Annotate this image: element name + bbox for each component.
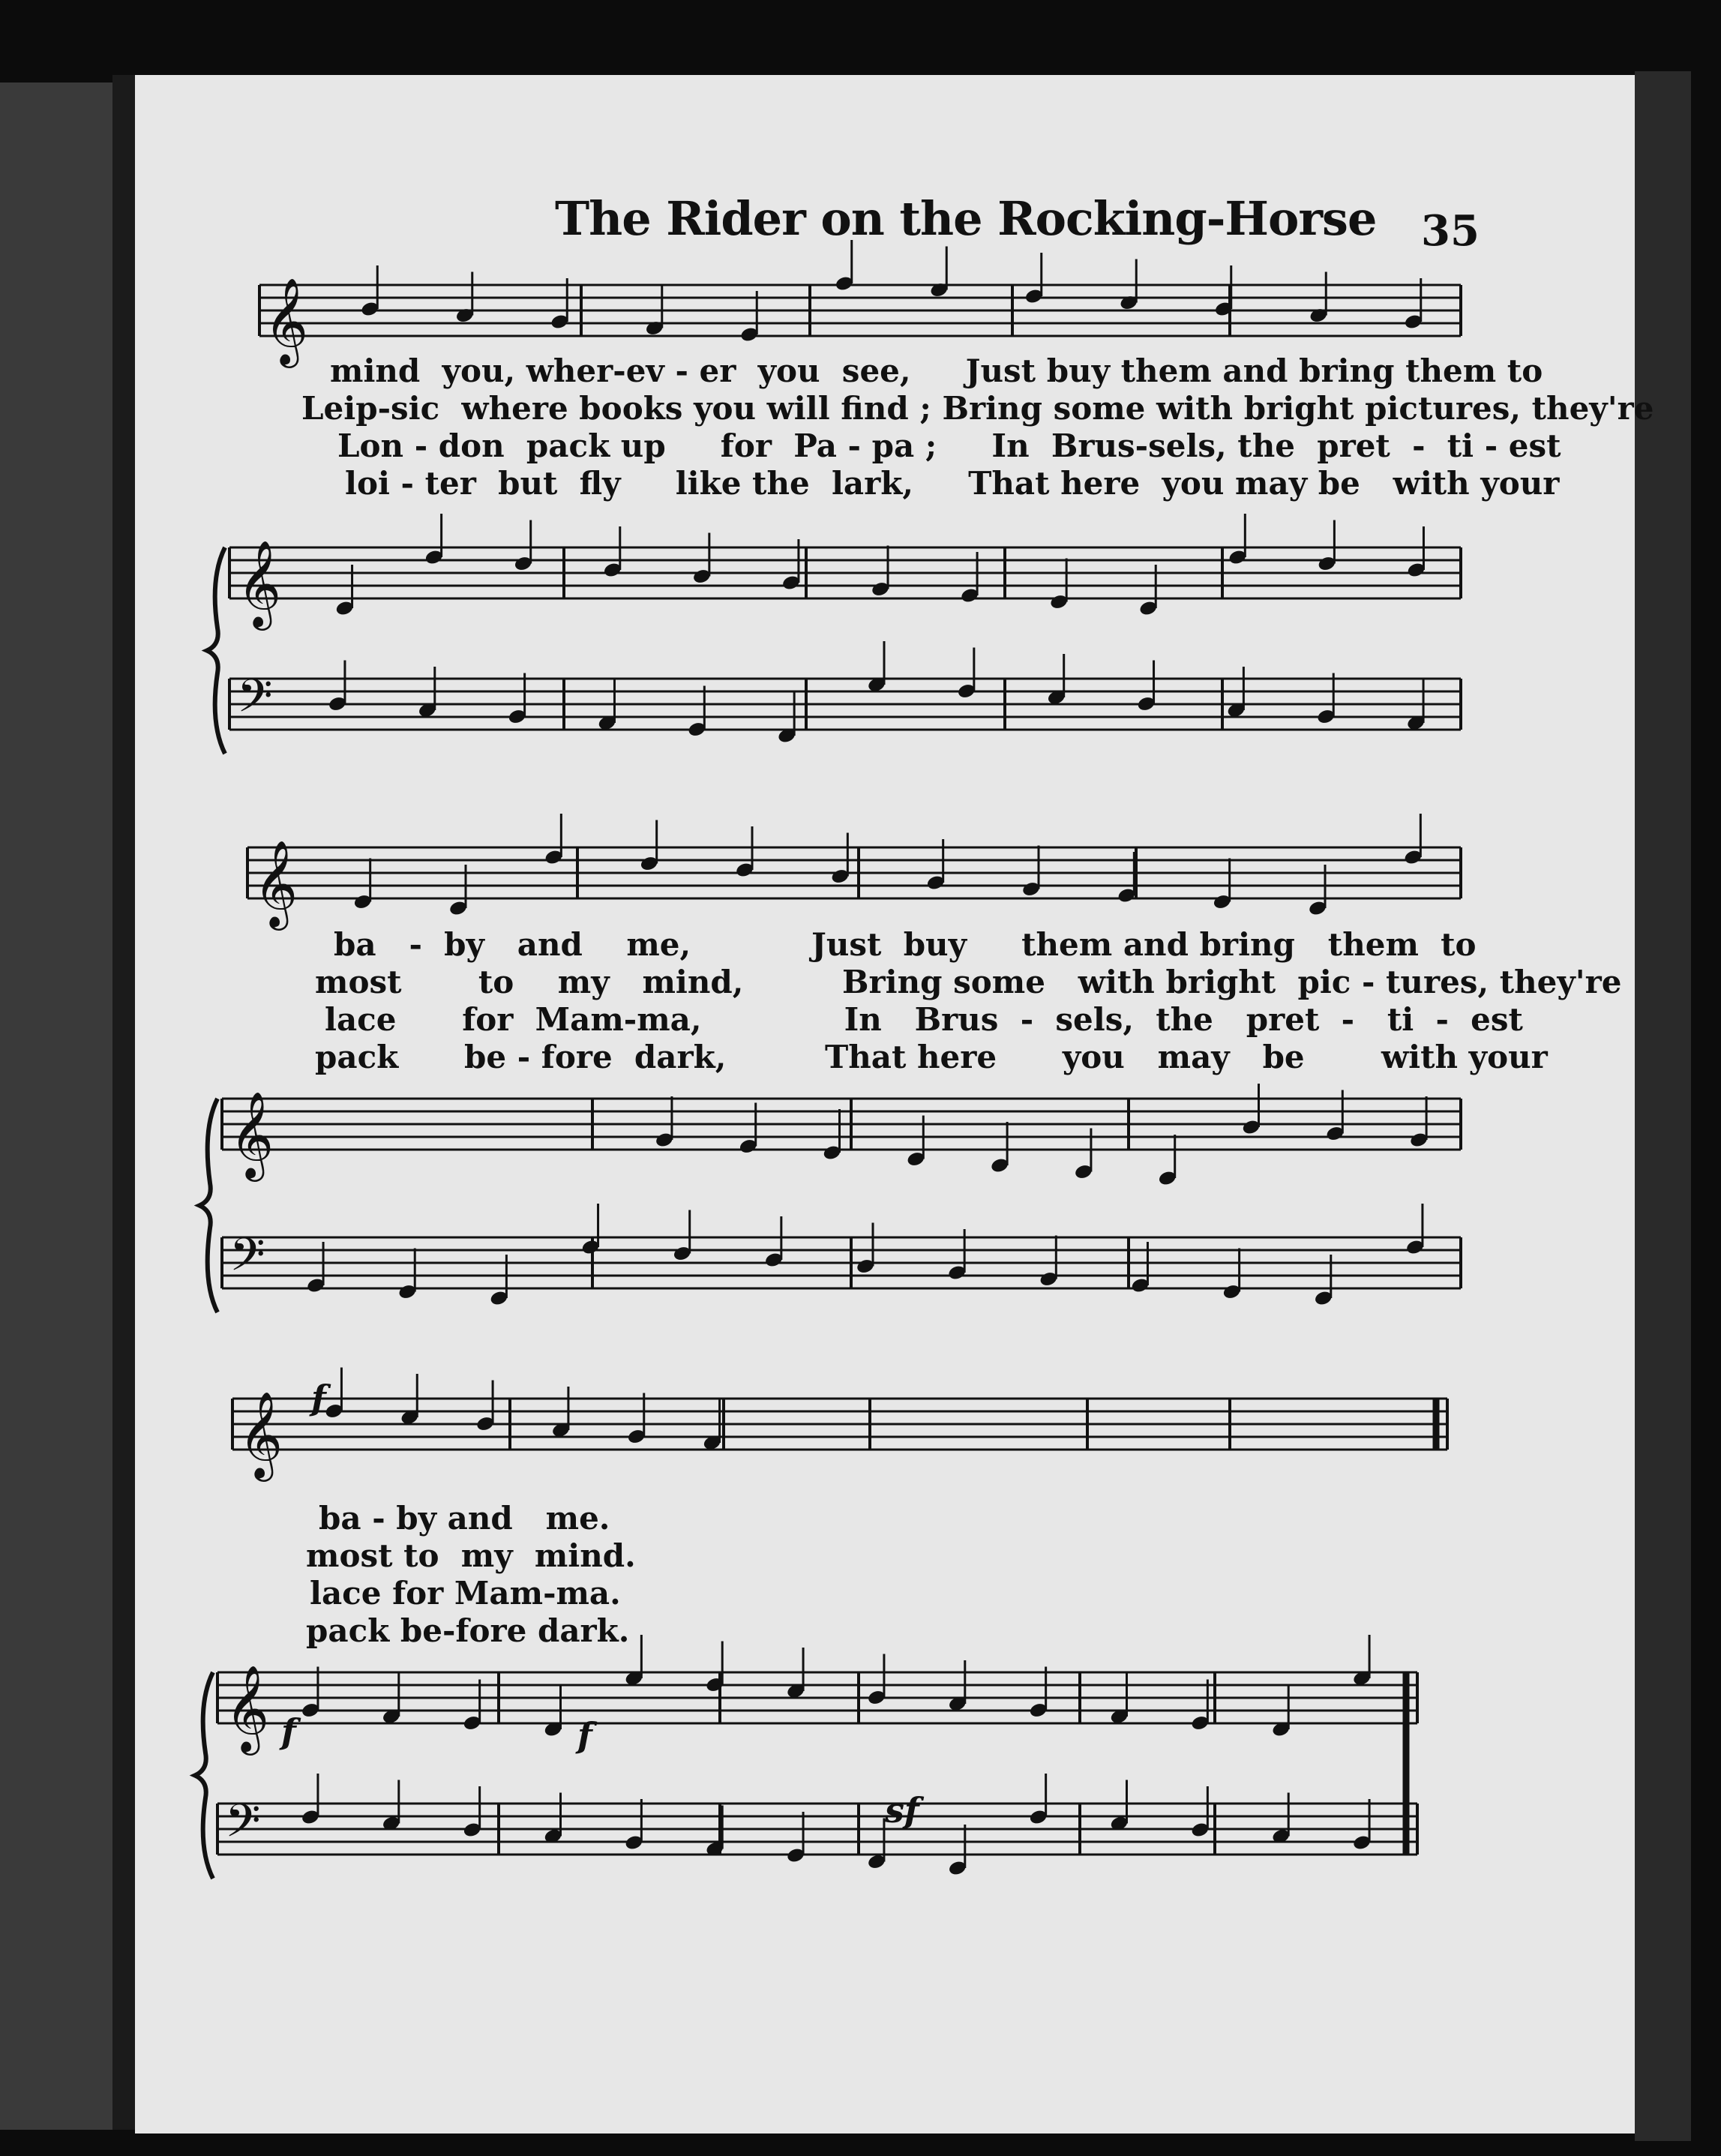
lyric-line: pack be - fore dark, That here you may be with your <box>315 1039 1548 1075</box>
lyric-line: most to my mind. <box>306 1537 636 1574</box>
piano-brace <box>199 1099 217 1312</box>
lyric-line: loi - ter but fly like the lark, That here you may be with your <box>345 465 1560 502</box>
lyric-line: Lon - don pack up for Pa - pa ; In Brus-sels, the pret - ti - est <box>337 427 1561 464</box>
lyric-line: mind you, wher-ev - er you see, Just buy them and bring them to <box>330 352 1543 389</box>
page-number: 35 <box>1421 206 1480 256</box>
treble-clef: 𝄞 <box>264 277 309 364</box>
lyric-line: Leip-sic where books you will find ; Bring some with bright pictures, they're <box>301 390 1654 427</box>
bass-clef: 𝄢 <box>237 670 273 734</box>
treble-clef: 𝄞 <box>229 1090 274 1178</box>
song-title: The Rider on the Rocking-Horse <box>555 191 1377 246</box>
lyric-line: ba - by and me, Just buy them and bring them to <box>334 926 1477 963</box>
forte-mark: f <box>281 1711 296 1752</box>
lyric-line: ba - by and me. <box>319 1500 610 1537</box>
piano-brace <box>207 547 225 754</box>
bass-clef: 𝄢 <box>225 1795 261 1859</box>
treble-clef: 𝄞 <box>237 539 282 627</box>
lyric-line: pack be-fore dark. <box>306 1612 630 1649</box>
lyric-line: lace for Mam-ma, In Brus - sels, the pret - ti - est <box>325 1001 1523 1038</box>
treble-clef: 𝄞 <box>238 1390 283 1478</box>
piano-brace <box>195 1672 213 1879</box>
lyric-line: lace for Mam-ma. <box>310 1575 621 1612</box>
treble-clef: 𝄞 <box>225 1664 270 1752</box>
forte-mark: f <box>311 1378 326 1418</box>
treble-clef: 𝄞 <box>253 839 298 927</box>
forte-mark: f <box>577 1715 592 1756</box>
bass-clef: 𝄢 <box>229 1228 265 1293</box>
sforzando-mark: sf <box>885 1790 919 1831</box>
lyric-line: most to my mind, Bring some with bright pic - tures, they're <box>315 964 1622 1000</box>
